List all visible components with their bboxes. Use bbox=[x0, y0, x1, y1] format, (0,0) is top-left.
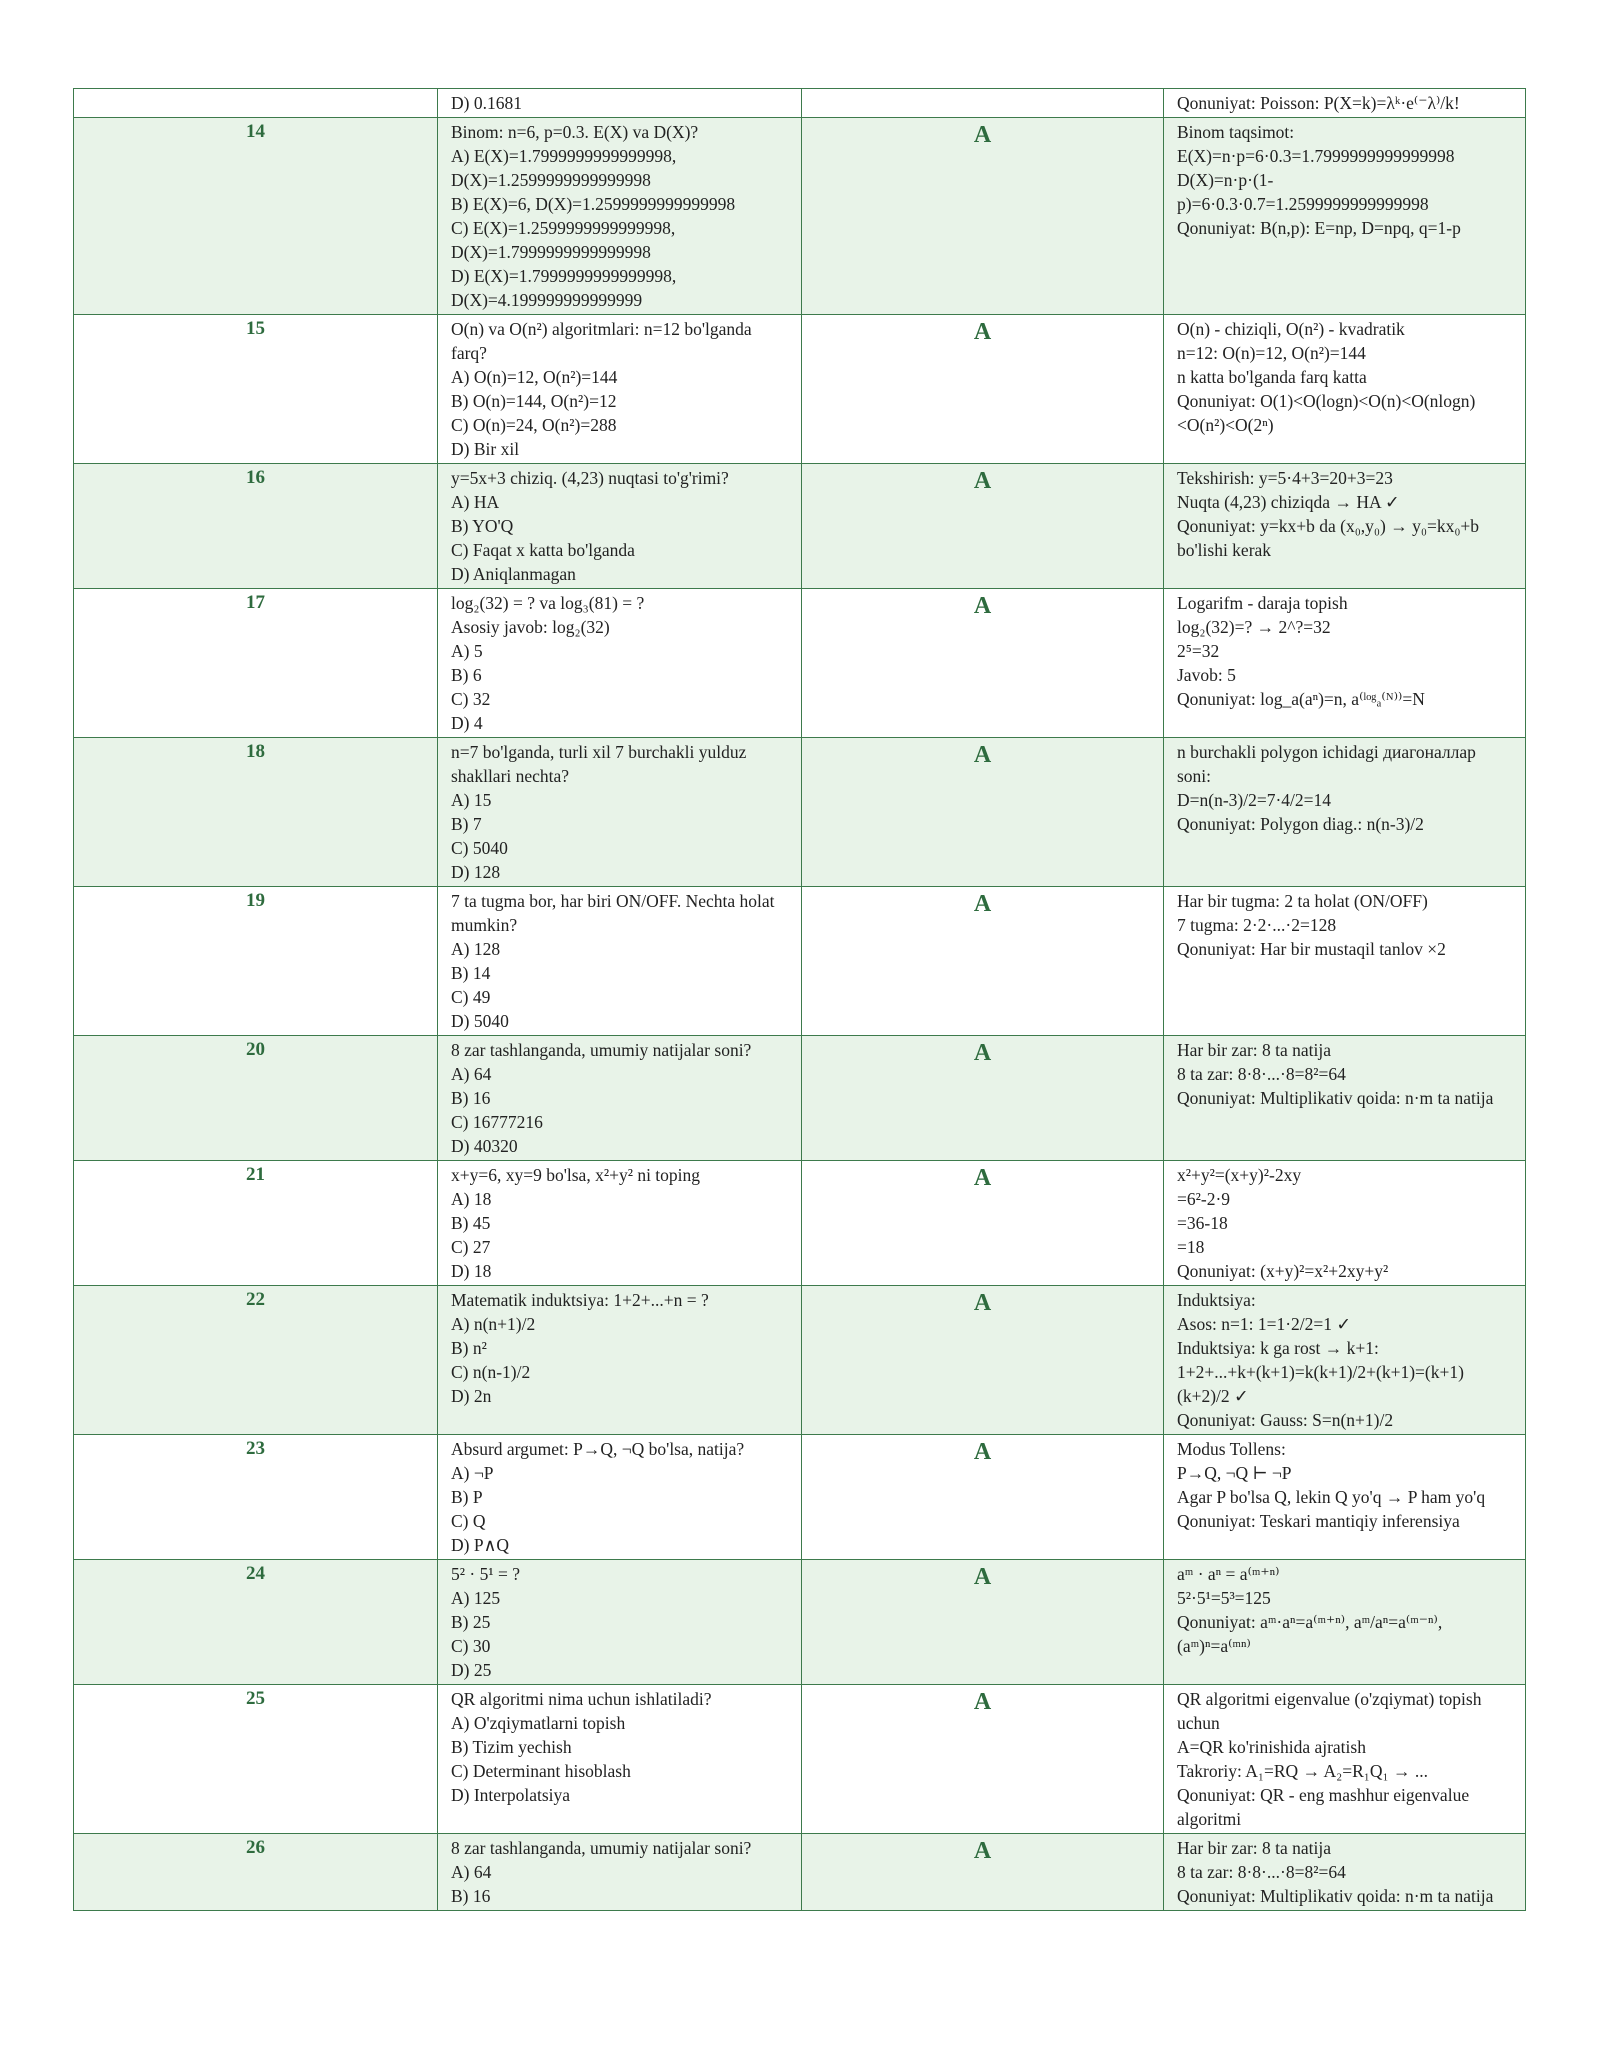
answer-option: B) 16 bbox=[451, 1088, 491, 1108]
explanation-line: log₂(32)=? → 2^?=32 bbox=[1177, 617, 1331, 637]
explanation-line: n katta bo'lganda farq katta bbox=[1177, 367, 1367, 387]
correct-answer bbox=[802, 89, 1164, 118]
explanation-line: Takroriy: A₁=RQ → A₂=R₁Q₁ → ... bbox=[1177, 1761, 1428, 1781]
answer-option: B) n² bbox=[451, 1338, 487, 1358]
answer-option: A) 125 bbox=[451, 1588, 501, 1608]
explanation-line: =36-18 bbox=[1177, 1213, 1228, 1233]
explanation-cell bbox=[1164, 1834, 1526, 1911]
question-text: 7 ta tugma bor, har biri ON/OFF. Nechta holat mumkin? bbox=[451, 891, 779, 935]
table-row bbox=[74, 1685, 1526, 1834]
question-number: 21 bbox=[74, 1161, 438, 1286]
table-row bbox=[74, 887, 1526, 1036]
correct-answer: A bbox=[802, 1161, 1164, 1286]
explanation-cell bbox=[1164, 1560, 1526, 1685]
question-text: Absurd argumet: P→Q, ¬Q bo'lsa, natija? bbox=[451, 1439, 745, 1459]
question-number: 24 bbox=[74, 1560, 438, 1685]
question-number: 18 bbox=[74, 738, 438, 887]
explanation-line: Qonuniyat: Polygon diag.: n(n-3)/2 bbox=[1177, 814, 1424, 834]
table-row bbox=[74, 1435, 1526, 1560]
answer-option: D) 5040 bbox=[451, 1011, 509, 1031]
correct-answer: A bbox=[802, 118, 1164, 315]
answer-option: C) 30 bbox=[451, 1636, 491, 1656]
explanation-line: Agar P bo'lsa Q, lekin Q yo'q → P ham yo'q bbox=[1177, 1487, 1486, 1507]
correct-answer: A bbox=[802, 1435, 1164, 1560]
explanation-line: Qonuniyat: Poisson: P(X=k)=λᵏ·e⁽⁻λ⁾/k! bbox=[1177, 93, 1460, 113]
explanation-line: =18 bbox=[1177, 1237, 1205, 1257]
explanation-line: n=12: O(n)=12, O(n²)=144 bbox=[1177, 343, 1366, 363]
table-row bbox=[74, 315, 1526, 464]
explanation-line: QR algoritmi eigenvalue (o'zqiymat) topish uchun bbox=[1177, 1689, 1486, 1733]
answer-option: B) Tizim yechish bbox=[451, 1737, 572, 1757]
table-row bbox=[74, 118, 1526, 315]
explanation-line: Binom taqsimot: bbox=[1177, 122, 1295, 142]
answer-option: B) YO'Q bbox=[451, 516, 514, 536]
question-cell bbox=[438, 1036, 802, 1161]
explanation-line: Qonuniyat: Gauss: S=n(n+1)/2 bbox=[1177, 1410, 1394, 1430]
answer-option: D) 25 bbox=[451, 1660, 492, 1680]
explanation-cell bbox=[1164, 738, 1526, 887]
question-text: D) 0.1681 bbox=[451, 93, 522, 113]
answer-option: B) 6 bbox=[451, 665, 482, 685]
answer-option: D) 40320 bbox=[451, 1136, 518, 1156]
question-cell bbox=[438, 464, 802, 589]
explanation-line: Javob: 5 bbox=[1177, 665, 1236, 685]
explanation-line: 8 ta zar: 8·8·...·8=8²=64 bbox=[1177, 1064, 1346, 1084]
question-number: 16 bbox=[74, 464, 438, 589]
explanation-line: 1+2+...+k+(k+1)=k(k+1)/2+(k+1)=(k+1)(k+2)/2 ✓ bbox=[1177, 1362, 1464, 1406]
answer-option: C) n(n-1)/2 bbox=[451, 1362, 531, 1382]
explanation-line: P→Q, ¬Q ⊢ ¬P bbox=[1177, 1463, 1292, 1483]
correct-answer: A bbox=[802, 464, 1164, 589]
table-row bbox=[74, 89, 1526, 118]
question-number: 17 bbox=[74, 589, 438, 738]
explanation-line: Modus Tollens: bbox=[1177, 1439, 1286, 1459]
explanation-cell bbox=[1164, 1286, 1526, 1435]
correct-answer: A bbox=[802, 1036, 1164, 1161]
explanation-cell bbox=[1164, 89, 1526, 118]
question-cell bbox=[438, 1685, 802, 1834]
answer-option: A) 18 bbox=[451, 1189, 492, 1209]
explanation-line: Induktsiya: k ga rost → k+1: bbox=[1177, 1338, 1379, 1358]
explanation-cell bbox=[1164, 589, 1526, 738]
explanation-line: 2⁵=32 bbox=[1177, 641, 1220, 661]
answer-option: A) 128 bbox=[451, 939, 501, 959]
correct-answer: A bbox=[802, 589, 1164, 738]
explanation-line: Tekshirish: y=5·4+3=20+3=23 bbox=[1177, 468, 1393, 488]
answer-option: D) 18 bbox=[451, 1261, 492, 1281]
explanation-line: aᵐ · aⁿ = a⁽ᵐ⁺ⁿ⁾ bbox=[1177, 1564, 1280, 1584]
explanation-line: E(X)=n·p=6·0.3=1.7999999999999998 bbox=[1177, 146, 1455, 166]
correct-answer: A bbox=[802, 1560, 1164, 1685]
question-text: O(n) va O(n²) algoritmlari: n=12 bo'lganda farq? bbox=[451, 319, 756, 363]
answer-option: A) 64 bbox=[451, 1064, 492, 1084]
question-text: 8 zar tashlanganda, umumiy natijalar soni? bbox=[451, 1838, 752, 1858]
questions-table-body bbox=[74, 89, 1526, 1911]
question-cell bbox=[438, 738, 802, 887]
table-row bbox=[74, 738, 1526, 887]
explanation-line: Qonuniyat: log_a(aⁿ)=n, a⁽ˡᵒᵍₐ⁽ᴺ⁾⁾=N bbox=[1177, 689, 1425, 709]
answer-option: A) O'zqiymatlarni topish bbox=[451, 1713, 626, 1733]
answer-option: C) Faqat x katta bo'lganda bbox=[451, 540, 635, 560]
explanation-line: Qonuniyat: Har bir mustaqil tanlov ×2 bbox=[1177, 939, 1446, 959]
explanation-cell bbox=[1164, 118, 1526, 315]
question-cell bbox=[438, 89, 802, 118]
question-number: 23 bbox=[74, 1435, 438, 1560]
question-number: 15 bbox=[74, 315, 438, 464]
questions-table bbox=[73, 88, 1526, 1911]
explanation-line: Qonuniyat: Multiplikativ qoida: n·m ta natija bbox=[1177, 1088, 1494, 1108]
answer-option: D) Bir xil bbox=[451, 439, 520, 459]
question-cell bbox=[438, 1560, 802, 1685]
answer-option: B) 25 bbox=[451, 1612, 491, 1632]
answer-option: Asosiy javob: log₂(32) bbox=[451, 617, 610, 637]
explanation-line: Qonuniyat: Multiplikativ qoida: n·m ta natija bbox=[1177, 1886, 1494, 1906]
explanation-line: Asos: n=1: 1=1·2/2=1 ✓ bbox=[1177, 1314, 1352, 1334]
explanation-line: n burchakli polygon ichidagi диагоналлар soni: bbox=[1177, 742, 1481, 786]
answer-option: B) P bbox=[451, 1487, 483, 1507]
answer-option: D) 4 bbox=[451, 713, 483, 733]
explanation-line: x²+y²=(x+y)²-2xy bbox=[1177, 1165, 1302, 1185]
answer-option: D) P∧Q bbox=[451, 1535, 510, 1555]
answer-option: B) 14 bbox=[451, 963, 491, 983]
answer-option: A) 15 bbox=[451, 790, 492, 810]
answer-option: B) 45 bbox=[451, 1213, 491, 1233]
answer-option: B) O(n)=144, O(n²)=12 bbox=[451, 391, 617, 411]
answer-option: D) E(X)=1.7999999999999998, D(X)=4.199999999999999 bbox=[451, 266, 681, 310]
answer-option: C) 16777216 bbox=[451, 1112, 543, 1132]
answer-option: C) 5040 bbox=[451, 838, 508, 858]
explanation-line: Qonuniyat: QR - eng mashhur eigenvalue algoritmi bbox=[1177, 1785, 1474, 1829]
answer-option: C) O(n)=24, O(n²)=288 bbox=[451, 415, 617, 435]
explanation-line: 7 tugma: 2·2·...·2=128 bbox=[1177, 915, 1337, 935]
explanation-line: A=QR ko'rinishida ajratish bbox=[1177, 1737, 1366, 1757]
answer-option: B) E(X)=6, D(X)=1.2599999999999998 bbox=[451, 194, 736, 214]
explanation-line: Qonuniyat: aᵐ·aⁿ=a⁽ᵐ⁺ⁿ⁾, aᵐ/aⁿ=a⁽ᵐ⁻ⁿ⁾, (aᵐ)ⁿ=a⁽ᵐⁿ⁾ bbox=[1177, 1612, 1447, 1656]
explanation-cell bbox=[1164, 315, 1526, 464]
answer-option: A) 5 bbox=[451, 641, 483, 661]
answer-option: C) 49 bbox=[451, 987, 491, 1007]
question-cell bbox=[438, 1435, 802, 1560]
answer-option: C) Determinant hisoblash bbox=[451, 1761, 631, 1781]
answer-option: A) HA bbox=[451, 492, 500, 512]
explanation-line: Qonuniyat: B(n,p): E=np, D=npq, q=1-p bbox=[1177, 218, 1461, 238]
question-text: Matematik induktsiya: 1+2+...+n = ? bbox=[451, 1290, 709, 1310]
explanation-line: O(n) - chiziqli, O(n²) - kvadratik bbox=[1177, 319, 1405, 339]
explanation-line: Qonuniyat: O(1)<O(logn)<O(n)<O(nlogn)<O(n²)<O(2ⁿ) bbox=[1177, 391, 1476, 435]
explanation-line: Induktsiya: bbox=[1177, 1290, 1256, 1310]
explanation-cell bbox=[1164, 1036, 1526, 1161]
question-number bbox=[74, 89, 438, 118]
table-row bbox=[74, 1560, 1526, 1685]
question-text: QR algoritmi nima uchun ishlatiladi? bbox=[451, 1689, 712, 1709]
question-cell bbox=[438, 589, 802, 738]
answer-option: A) O(n)=12, O(n²)=144 bbox=[451, 367, 618, 387]
explanation-line: Qonuniyat: (x+y)²=x²+2xy+y² bbox=[1177, 1261, 1389, 1281]
question-number: 20 bbox=[74, 1036, 438, 1161]
answer-option: D) Interpolatsiya bbox=[451, 1785, 571, 1805]
answer-option: A) n(n+1)/2 bbox=[451, 1314, 536, 1334]
question-text: log₂(32) = ? va log₃(81) = ? bbox=[451, 593, 645, 613]
explanation-line: Har bir tugma: 2 ta holat (ON/OFF) bbox=[1177, 891, 1428, 911]
answer-option: C) 27 bbox=[451, 1237, 491, 1257]
explanation-line: D=n(n-3)/2=7·4/2=14 bbox=[1177, 790, 1332, 810]
explanation-line: Nuqta (4,23) chiziqda → HA ✓ bbox=[1177, 492, 1400, 512]
question-text: n=7 bo'lganda, turli xil 7 burchakli yulduz shakllari nechta? bbox=[451, 742, 751, 786]
answer-option: D) Aniqlanmagan bbox=[451, 564, 576, 584]
explanation-line: Qonuniyat: Teskari mantiqiy inferensiya bbox=[1177, 1511, 1460, 1531]
correct-answer: A bbox=[802, 1685, 1164, 1834]
explanation-cell bbox=[1164, 1435, 1526, 1560]
question-cell bbox=[438, 1834, 802, 1911]
explanation-line: Har bir zar: 8 ta natija bbox=[1177, 1040, 1332, 1060]
question-cell bbox=[438, 1286, 802, 1435]
question-cell bbox=[438, 118, 802, 315]
question-text: 8 zar tashlanganda, umumiy natijalar soni? bbox=[451, 1040, 752, 1060]
answer-option: C) E(X)=1.2599999999999998, D(X)=1.7999999999999998 bbox=[451, 218, 680, 262]
question-number: 19 bbox=[74, 887, 438, 1036]
explanation-cell bbox=[1164, 1685, 1526, 1834]
table-row bbox=[74, 1036, 1526, 1161]
answer-option: B) 7 bbox=[451, 814, 482, 834]
table-row bbox=[74, 1286, 1526, 1435]
question-text: x+y=6, xy=9 bo'lsa, x²+y² ni toping bbox=[451, 1165, 701, 1185]
correct-answer: A bbox=[802, 1286, 1164, 1435]
explanation-line: Qonuniyat: y=kx+b da (x₀,y₀) → y₀=kx₀+b bo'lishi kerak bbox=[1177, 516, 1484, 560]
question-cell bbox=[438, 887, 802, 1036]
answer-option: A) 64 bbox=[451, 1862, 492, 1882]
correct-answer: A bbox=[802, 738, 1164, 887]
explanation-line: Logarifm - daraja topish bbox=[1177, 593, 1348, 613]
question-cell bbox=[438, 1161, 802, 1286]
table-row bbox=[74, 464, 1526, 589]
explanation-line: 8 ta zar: 8·8·...·8=8²=64 bbox=[1177, 1862, 1346, 1882]
question-number: 26 bbox=[74, 1834, 438, 1911]
question-number: 22 bbox=[74, 1286, 438, 1435]
question-text: Binom: n=6, p=0.3. E(X) va D(X)? bbox=[451, 122, 699, 142]
explanation-cell bbox=[1164, 887, 1526, 1036]
table-row bbox=[74, 589, 1526, 738]
answer-option: C) Q bbox=[451, 1511, 486, 1531]
table-row bbox=[74, 1161, 1526, 1286]
explanation-line: =6²-2·9 bbox=[1177, 1189, 1231, 1209]
answer-option: D) 2n bbox=[451, 1386, 492, 1406]
answer-option: B) 16 bbox=[451, 1886, 491, 1906]
explanation-cell bbox=[1164, 1161, 1526, 1286]
question-number: 14 bbox=[74, 118, 438, 315]
answer-option: C) 32 bbox=[451, 689, 491, 709]
explanation-line: Har bir zar: 8 ta natija bbox=[1177, 1838, 1332, 1858]
question-text: y=5x+3 chiziq. (4,23) nuqtasi to'g'rimi? bbox=[451, 468, 729, 488]
answer-option: A) E(X)=1.7999999999999998, D(X)=1.2599999999999998 bbox=[451, 146, 681, 190]
explanation-line: 5²·5¹=5³=125 bbox=[1177, 1588, 1271, 1608]
correct-answer: A bbox=[802, 1834, 1164, 1911]
answer-option: D) 128 bbox=[451, 862, 501, 882]
answer-option: A) ¬P bbox=[451, 1463, 494, 1483]
correct-answer: A bbox=[802, 315, 1164, 464]
correct-answer: A bbox=[802, 887, 1164, 1036]
question-text: 5² · 5¹ = ? bbox=[451, 1564, 520, 1584]
question-cell bbox=[438, 315, 802, 464]
explanation-line: D(X)=n·p·(1-p)=6·0.3·0.7=1.2599999999999998 bbox=[1177, 170, 1429, 214]
explanation-cell bbox=[1164, 464, 1526, 589]
table-row bbox=[74, 1834, 1526, 1911]
question-number: 25 bbox=[74, 1685, 438, 1834]
